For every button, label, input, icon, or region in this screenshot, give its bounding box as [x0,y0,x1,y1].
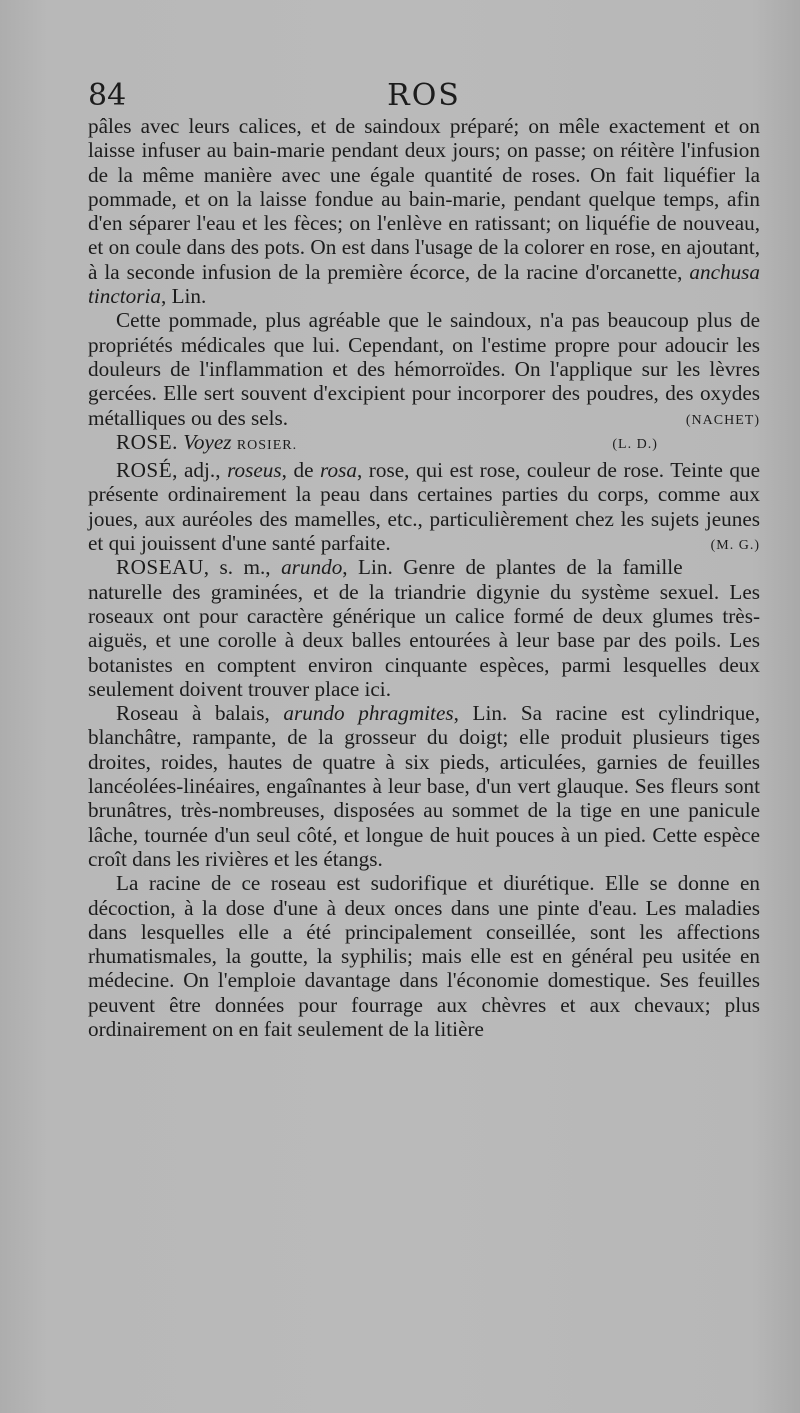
paragraph-racine: La racine de ce roseau est sudorifique et diurétique. Elle se donne en décoction, à la dose d'une à deux onces dans une pinte d'eau. Les maladies dans lesquelles elle a été principalement conseillée, sont les affections rhumatismales, la goutte, la syphilis; mais elle est en général peu usitée en médecine. On l'emploie davantage dans l'économie domestique. Ses feuilles peuvent être données pour fourrage aux chèvres et aux chevaux; plus ordinairement on en fait seulement de la litière [88,871,760,1041]
entry-roseau: ROSEAU, s. m., arundo, Lin. Genre de plantes de la famille naturelle des graminées, et de la triandrie digynie du système sexuel. Les roseaux ont pour caractère générique un calice formé de deux glumes très-aiguës, et une corolle à deux balles entourées à leur base par des poils. Les botanistes en comptent environ cinquante espèces, parmi lesquelles deux seulement doivent trouver place ici. [88,555,760,701]
running-head: ROS [387,78,461,113]
paragraph-pommade: Cette pommade, plus agréable que le saindoux, n'a pas beaucoup plus de propriétés médicales que lui. Cependant, on l'estime propre pour adoucir les douleurs de l'inflammation et des hémorroïdes. On l'applique sur les lèvres gercées. Elle sert souvent d'excipient pour incorporer des poudres, des oxydes métalliques ou des sels. (NACHET) [88,308,760,429]
entry-rose: ROSE. Voyez ROSIER. (L. D.) [88,430,760,458]
entry-rose-adj: ROSÉ, adj., roseus, de rosa, rose, qui est rose, couleur de rose. Teinte que présente ordinairement la peau dans certaines parties du corps, comme aux joues, aux auréoles des mamelles, etc., particulièrement chez les sujets jeunes et qui jouissent d'une santé parfaite. (M. G.) [88,458,760,555]
author-signature: (M. G.) [710,538,760,554]
headword: ROSEAU [116,555,204,580]
paragraph-continuation: pâles avec leurs calices, et de saindoux préparé; on mêle exactement et on laisse infuser au bain-marie pendant deux jours; on passe; on réitère l'infusion de la même manière avec une égale quantité de roses. On fait liquéfier la pommade, et on la laisse fondue au bain-marie, pendant quelque temps, afin d'en séparer l'eau et les fèces; on l'enlève en ratissant; on liquéfie de nouveau, et on coule dans des pots. On est dans l'usage de la colorer en rose, en ajoutant, à la seconde infusion de la première écorce, de la racine d'orcanette, anchusa tinctoria, Lin. [88,114,761,309]
author-signature: (L. D.) [612,436,658,452]
latin-name: anchusa tinctoria [88,259,761,309]
headword: ROSÉ [116,458,173,483]
page-number: 84 [88,78,127,113]
page-header [88,78,760,118]
author-signature: (NACHET) [685,412,760,428]
body-text [88,114,760,1041]
headword: ROSE. [116,429,178,454]
paragraph-roseau-balais: Roseau à balais, arundo phragmites, Lin. Sa racine est cylindrique, blanchâtre, rampante, de la grosseur du doigt; elle produit plusieurs tiges droites, roides, hautes de quatre à six pieds, articulées, garnies de feuilles lancéolées-linéaires, engaînantes à leur base, d'un vert glauque. Ses fleurs sont brunâtres, très-nombreuses, disposées au sommet de la tige en une panicule lâche, tournée d'un seul côté, et longue de huit pouces à un pied. Cette espèce croît dans les rivières et les étangs. [88,701,761,871]
cross-reference: ROSIER. [236,437,298,453]
